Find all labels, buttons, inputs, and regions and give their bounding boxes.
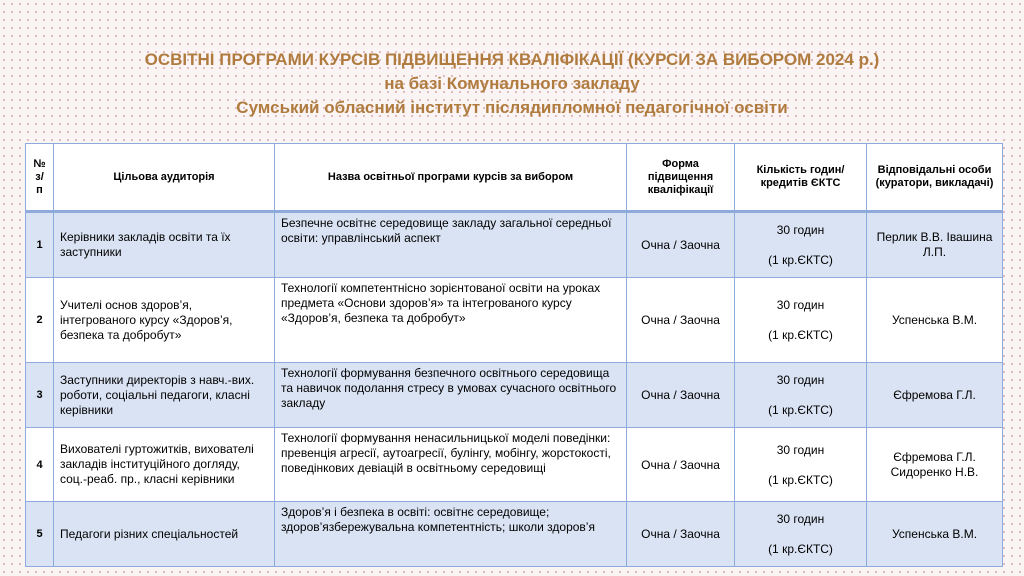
row-form: Очна / Заочна (627, 502, 735, 567)
table-row (26, 502, 1003, 567)
row-audience: Заступники директорів з навч.-вих. роботи, соціальні педагоги, класні керівники (54, 363, 275, 428)
row-program: Безпечне освітнє середовище закладу загальної середньої освіти: управлінський аспект (275, 212, 627, 278)
row-responsible: Єфремова Г.Л. Сидоренко Н.В. (867, 428, 1003, 502)
header-audience: Цільова аудиторія (54, 144, 275, 212)
row-credits: (1 кр.ЄКТС) (768, 472, 833, 487)
row-responsible: Успенська В.М. (867, 502, 1003, 567)
header-responsible: Відповідальні особи (куратори, викладачі) (867, 144, 1003, 212)
row-program: Технології формування ненасильницької моделі поведінки: превенція агресії, аутоагресії, булінгу, мобінгу, жорстокості, поведінкових девіацій в освітньому середовищі (275, 428, 627, 502)
title-line-1: ОСВІТНІ ПРОГРАМИ КУРСІВ ПІДВИЩЕННЯ КВАЛІФІКАЦІЇ (КУРСИ ЗА ВИБОРОМ 2024 р.) (144, 50, 880, 69)
row-audience: Керівники закладів освіти та їх заступники (54, 212, 275, 278)
programs-table-container (25, 143, 1002, 567)
row-num: 1 (26, 212, 54, 278)
row-hours: 30 годин (776, 373, 825, 387)
row-hours-cell (735, 212, 867, 278)
table-header-row (26, 144, 1003, 212)
row-form: Очна / Заочна (627, 363, 735, 428)
row-responsible: Єфремова Г.Л. (867, 363, 1003, 428)
row-form: Очна / Заочна (627, 278, 735, 363)
row-audience: Вихователі гуртожитків, вихователі закладів інституційного догляду, соц.-реаб. пр., класні керівники (54, 428, 275, 502)
table-row (26, 363, 1003, 428)
row-credits: (1 кр.ЄКТС) (768, 328, 833, 342)
row-num: 4 (26, 428, 54, 502)
row-responsible: Перлик В.В. Івашина Л.П. (867, 212, 1003, 278)
header-program: Назва освітньої програми курсів за вибором (275, 144, 627, 212)
row-num: 2 (26, 278, 54, 363)
row-hours-cell (735, 502, 867, 567)
row-hours: 30 годин (776, 442, 825, 457)
row-program: Технології компетентнісно зорієнтованої освіти на уроках предмета «Основи здоров’я» та інтегрованого курсу «Здоров’я, безпека та добробут» (275, 278, 627, 363)
row-audience: Педагоги різних спеціальностей (54, 502, 275, 567)
row-num: 3 (26, 363, 54, 428)
table-row (26, 212, 1003, 278)
row-hours: 30 годин (776, 512, 825, 526)
title-line-2: на базі Комунального закладу (384, 74, 640, 93)
row-hours-cell (735, 363, 867, 428)
programs-table (25, 143, 1003, 567)
row-audience: Учителі основ здоров’я, інтегрованого курсу «Здоров’я, безпека та добробут» (54, 278, 275, 363)
title-block (0, 48, 1024, 120)
row-form: Очна / Заочна (627, 212, 735, 278)
table-row (26, 278, 1003, 363)
title-line-3: Сумський обласний інститут післядипломної педагогічної освіти (236, 98, 788, 117)
row-credits: (1 кр.ЄКТС) (768, 542, 833, 556)
row-program: Здоров’я і безпека в освіті: освітнє середовище; здоров’язбережувальна компетентність; школи здоров’я (275, 502, 627, 567)
row-credits: (1 кр.ЄКТС) (768, 253, 833, 267)
row-hours: 30 годин (776, 298, 825, 312)
header-form: Форма підвищення кваліфікації (627, 144, 735, 212)
row-credits: (1 кр.ЄКТС) (768, 403, 833, 417)
table-row (26, 428, 1003, 502)
row-responsible: Успенська В.М. (867, 278, 1003, 363)
header-num: № з/п (26, 144, 54, 212)
header-hours: Кількість годин/кредитів ЄКТС (735, 144, 867, 212)
row-hours-cell (735, 278, 867, 363)
row-hours-cell (735, 428, 867, 502)
row-form: Очна / Заочна (627, 428, 735, 502)
row-hours: 30 годин (776, 223, 825, 237)
row-num: 5 (26, 502, 54, 567)
row-program: Технології формування безпечного освітнього середовища та навичок подолання стресу в умовах сучасного освітнього закладу (275, 363, 627, 428)
